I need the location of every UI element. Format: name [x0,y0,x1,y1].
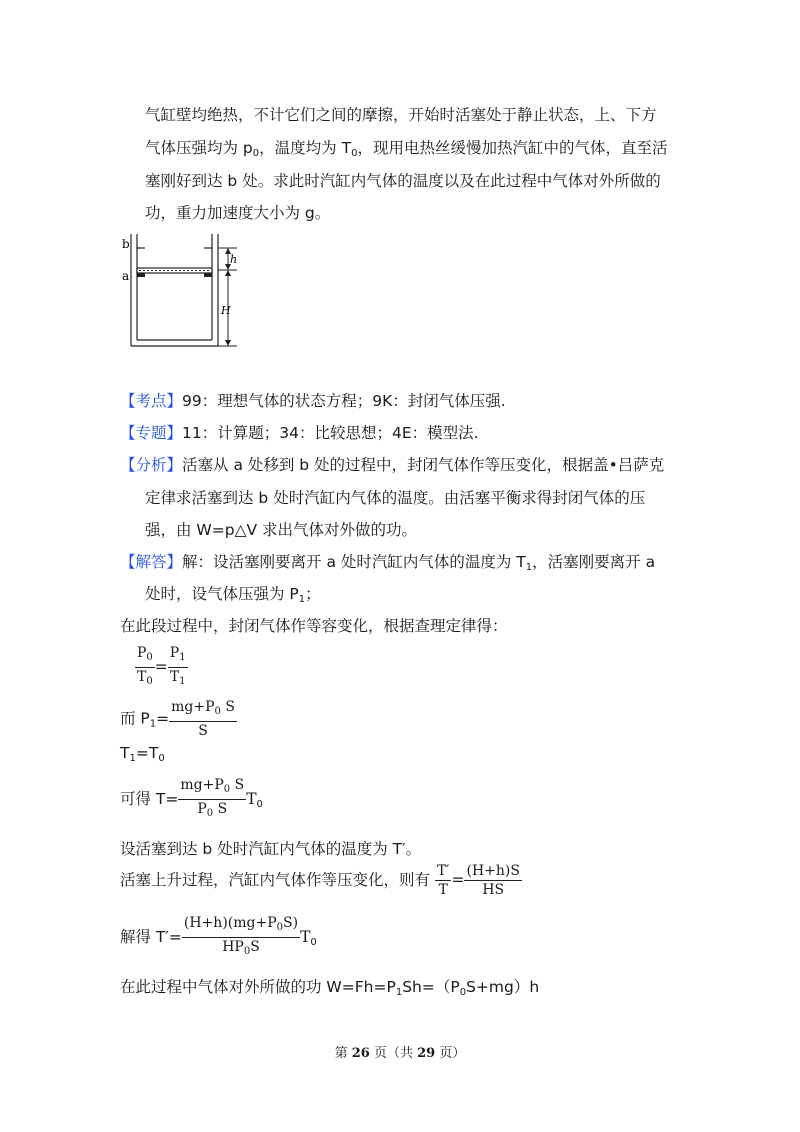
eq1-num: P [137,645,147,661]
equation-tprime [120,914,317,961]
subscript: 0 [146,676,153,687]
eq2-num-a: mg+P [171,699,215,715]
fraction-p1-t1 [168,644,188,691]
problem-line-3: 塞刚好到达 b 处。求此时汽缸内气体的温度以及在此过程中气体对外所做的 [145,172,661,190]
work-c: S+mg）h [466,978,540,996]
eq6-suffix: T [300,928,311,946]
kaodian-text: 99：理想气体的状态方程；9K：封闭气体压强. [182,392,506,410]
fenxi-tag: 【分析】 [120,456,183,474]
eq5-den2: HS [482,882,505,898]
equation-t [120,776,263,823]
equals-sign: = [156,709,170,728]
page-number: 26 [351,1046,370,1061]
subscript: 1 [525,562,533,573]
subscript: 1 [129,753,136,764]
jieda-text-1b: ，活塞刚要离开 a [532,553,656,571]
eq4-num-b: S [234,777,245,793]
eq5-den: T [438,882,448,898]
work-b: Sh=（P [402,978,460,996]
eq6-num-a: (H+h)(mg+P [183,915,277,931]
jieda-tag: 【解答】 [120,553,183,571]
jieda-line-3: 在此段过程中，封闭气体作等容变化，根据查理定律得： [120,617,508,635]
cylinder-diagram [115,228,245,353]
jieda-text-2a: 处时，设气体压强为 P [145,585,299,603]
fraction-tprime-t [435,862,452,899]
problem-line-2b: ，温度均为 T [259,139,352,157]
footer-post: 页） [435,1046,466,1061]
jieda-text-2b: ； [305,585,321,603]
subscript: 1 [395,987,403,998]
eq4-den-a: P [197,801,207,817]
eq1-den: T [137,669,147,685]
eq2-prefix: 而 P [120,709,150,728]
fenxi-line-1 [120,453,664,475]
subscript: 0 [158,753,165,764]
eq6-den-b: S [250,939,260,955]
problem-line-2c: ，现用电热丝缓慢加热汽缸中的气体，直至活 [357,139,668,157]
problem-line-1: 气缸壁均绝热，不计它们之间的摩擦，开始时活塞处于静止状态，上、下方 [145,106,657,124]
equation-charles-law [135,644,188,691]
footer-mid: 页（共 [369,1046,418,1061]
page-footer [0,1042,800,1061]
equation-gay-lussac [120,862,522,899]
subscript: 1 [298,594,306,605]
eq3-b: =T [135,744,159,762]
zhuanti-line [120,421,479,443]
jieda-line-1 [120,550,655,573]
subscript: 0 [146,652,153,663]
label-h: h [230,253,238,266]
eq4-suffix: T [246,790,257,808]
equation-p1 [120,698,237,740]
fraction-tprime-value [182,914,300,961]
eq4-den-b: S [217,801,228,817]
subscript: 1 [149,718,157,730]
subscript: 0 [206,808,214,819]
subscript: 0 [243,946,251,957]
fraction-volume-ratio [464,862,521,899]
label-b: b [122,237,130,251]
equals-sign: = [451,871,465,889]
fraction-p0-t0 [135,644,155,691]
subscript: 0 [310,937,317,948]
page-total: 29 [417,1046,436,1061]
problem-line-2 [145,136,667,159]
zhuanti-text: 11：计算题；34：比较思想；4E：模型法. [182,424,479,442]
subscript: 1 [179,652,186,663]
eq6-den-a: HP [222,939,244,955]
fenxi-line-3: 强，由 W=p△V 求出气体对外做的功。 [145,521,418,539]
eq2-den: S [198,723,208,739]
label-H: H [221,304,231,317]
eq6-prefix: 解得 T′= [120,928,182,946]
eq3-a: T [120,744,130,762]
eq4-prefix: 可得 T= [120,790,179,808]
work-a: 在此过程中气体对外所做的功 W=Fh=P [120,978,396,996]
footer-pre: 第 [334,1046,352,1061]
eq2-num-b: S [225,699,235,715]
subscript: 0 [459,987,467,998]
eq5-prefix: 活塞上升过程，汽缸内气体作等压变化，则有 [120,871,431,889]
equation-t1 [120,744,165,764]
work-line [120,975,539,998]
problem-line-2a: 气体压强均为 p [145,139,253,157]
fraction-t-value [178,776,246,823]
subscript: 0 [223,784,231,795]
kaodian-tag: 【考点】 [120,392,183,410]
equals-sign: = [154,658,168,676]
fraction-p1-value [169,698,237,740]
fenxi-text-1: 活塞从 a 处移到 b 处的过程中，封闭气体作等压变化，根据盖•吕萨克 [182,456,665,474]
subscript: 0 [276,922,284,933]
label-a: a [122,269,130,283]
subscript: 1 [179,676,186,687]
eq6-num-b: S) [283,915,299,931]
zhuanti-tag: 【专题】 [120,424,183,442]
subscript: 0 [252,148,260,159]
kaodian-line [120,389,506,411]
eq1-den2: T [169,669,180,685]
jieda-line-2 [145,582,321,605]
subscript: 0 [214,706,221,717]
eq1-num2: P [169,645,180,661]
subscript: 0 [256,799,263,810]
eq5-num2: (H+h)S [466,863,520,879]
subscript: 0 [351,148,358,159]
t-prime-line: 设活塞到达 b 处时汽缸内气体的温度为 T′。 [120,840,422,858]
problem-line-4: 功，重力加速度大小为 g。 [145,204,331,222]
jieda-text-1a: 解：设活塞刚要离开 a 处时汽缸内气体的温度为 T [182,553,526,571]
eq4-num-a: mg+P [180,777,224,793]
eq5-num: T′ [436,863,450,879]
fenxi-line-2: 定律求活塞到达 b 处时汽缸内气体的温度。由活塞平衡求得封闭气体的压 [145,489,646,507]
